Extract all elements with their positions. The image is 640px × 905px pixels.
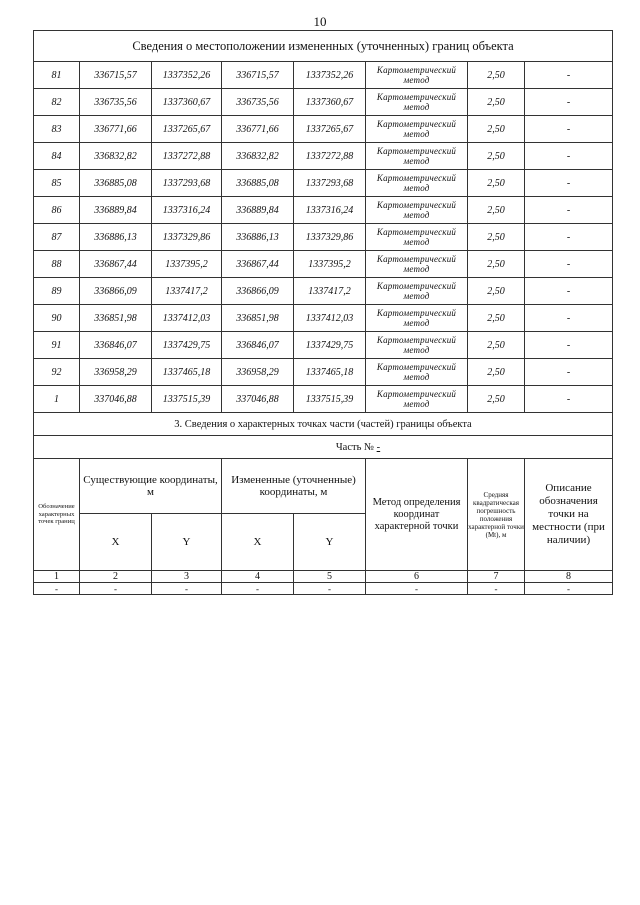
description-cell: - bbox=[525, 89, 613, 116]
point-cell: 87 bbox=[34, 224, 80, 251]
description-cell: - bbox=[525, 197, 613, 224]
empty-cell: - bbox=[525, 583, 613, 595]
page-number: 10 bbox=[313, 14, 327, 29]
table-row bbox=[34, 359, 613, 386]
changed-y-cell: 1337265,67 bbox=[294, 116, 366, 143]
existing-x-cell: 336866,09 bbox=[80, 278, 152, 305]
description-cell: - bbox=[525, 62, 613, 89]
changed-x-cell: 336886,13 bbox=[222, 224, 294, 251]
empty-cell: - bbox=[468, 583, 525, 595]
empty-cell: - bbox=[80, 583, 152, 595]
table-row bbox=[34, 386, 613, 413]
column-number: 8 bbox=[525, 571, 613, 583]
table-row bbox=[34, 143, 613, 170]
column-number: 1 bbox=[34, 571, 80, 583]
changed-y-cell: 1337272,88 bbox=[294, 143, 366, 170]
changed-y-cell: 1337293,68 bbox=[294, 170, 366, 197]
column-number: 5 bbox=[294, 571, 366, 583]
accuracy-cell: 2,50 bbox=[468, 386, 525, 413]
description-cell: - bbox=[525, 332, 613, 359]
column-number: 2 bbox=[80, 571, 152, 583]
accuracy-cell: 2,50 bbox=[468, 224, 525, 251]
changed-y-cell: 1337360,67 bbox=[294, 89, 366, 116]
method-cell: Картометрический метод bbox=[366, 143, 468, 170]
description-cell: - bbox=[525, 386, 613, 413]
description-cell: - bbox=[525, 116, 613, 143]
point-cell: 91 bbox=[34, 332, 80, 359]
part-label: Часть № bbox=[335, 441, 375, 453]
accuracy-cell: 2,50 bbox=[468, 116, 525, 143]
existing-x-cell: 336846,07 bbox=[80, 332, 152, 359]
changed-x-cell: 337046,88 bbox=[222, 386, 294, 413]
table-row bbox=[34, 305, 613, 332]
table-row bbox=[34, 170, 613, 197]
changed-y-cell: 1337395,2 bbox=[294, 251, 366, 278]
header-changed-x: X bbox=[222, 514, 294, 571]
point-cell: 84 bbox=[34, 143, 80, 170]
table-row bbox=[34, 89, 613, 116]
changed-x-cell: 336867,44 bbox=[222, 251, 294, 278]
column-number-row bbox=[34, 571, 613, 583]
accuracy-cell: 2,50 bbox=[468, 305, 525, 332]
header-changed-coords: Измененные (уточненные) координаты, м bbox=[222, 459, 366, 514]
column-number: 6 bbox=[366, 571, 468, 583]
method-cell: Картометрический метод bbox=[366, 197, 468, 224]
changed-y-cell: 1337412,03 bbox=[294, 305, 366, 332]
header-method: Метод определения координат характерной точки bbox=[366, 459, 468, 571]
existing-x-cell: 336735,56 bbox=[80, 89, 152, 116]
accuracy-cell: 2,50 bbox=[468, 62, 525, 89]
table-row bbox=[34, 116, 613, 143]
existing-y-cell: 1337417,2 bbox=[152, 278, 222, 305]
existing-y-cell: 1337352,26 bbox=[152, 62, 222, 89]
accuracy-cell: 2,50 bbox=[468, 278, 525, 305]
changed-y-cell: 1337465,18 bbox=[294, 359, 366, 386]
existing-x-cell: 336715,57 bbox=[80, 62, 152, 89]
existing-x-cell: 336886,13 bbox=[80, 224, 152, 251]
existing-x-cell: 337046,88 bbox=[80, 386, 152, 413]
existing-y-cell: 1337329,86 bbox=[152, 224, 222, 251]
point-cell: 90 bbox=[34, 305, 80, 332]
accuracy-cell: 2,50 bbox=[468, 89, 525, 116]
changed-y-cell: 1337329,86 bbox=[294, 224, 366, 251]
accuracy-cell: 2,50 bbox=[468, 170, 525, 197]
point-cell: 92 bbox=[34, 359, 80, 386]
existing-y-cell: 1337465,18 bbox=[152, 359, 222, 386]
existing-x-cell: 336832,82 bbox=[80, 143, 152, 170]
existing-x-cell: 336867,44 bbox=[80, 251, 152, 278]
method-cell: Картометрический метод bbox=[366, 62, 468, 89]
method-cell: Картометрический метод bbox=[366, 359, 468, 386]
method-cell: Картометрический метод bbox=[366, 89, 468, 116]
existing-y-cell: 1337293,68 bbox=[152, 170, 222, 197]
header-existing-x: X bbox=[80, 514, 152, 571]
method-cell: Картометрический метод bbox=[366, 386, 468, 413]
accuracy-cell: 2,50 bbox=[468, 251, 525, 278]
changed-x-cell: 336885,08 bbox=[222, 170, 294, 197]
description-cell: - bbox=[525, 251, 613, 278]
table-row bbox=[34, 251, 613, 278]
description-cell: - bbox=[525, 359, 613, 386]
empty-part-row bbox=[34, 583, 613, 595]
method-cell: Картометрический метод bbox=[366, 170, 468, 197]
changed-x-cell: 336889,84 bbox=[222, 197, 294, 224]
boundary-coordinates-table bbox=[33, 30, 613, 595]
column-number: 7 bbox=[468, 571, 525, 583]
description-cell: - bbox=[525, 224, 613, 251]
method-cell: Картометрический метод bbox=[366, 305, 468, 332]
method-cell: Картометрический метод bbox=[366, 224, 468, 251]
header-accuracy: Средняя квадратическая погрешность положения характерной точки (Mt), м bbox=[468, 459, 525, 571]
header-changed-y: Y bbox=[294, 514, 366, 571]
empty-cell: - bbox=[366, 583, 468, 595]
changed-x-cell: 336771,66 bbox=[222, 116, 294, 143]
accuracy-cell: 2,50 bbox=[468, 197, 525, 224]
description-cell: - bbox=[525, 170, 613, 197]
description-cell: - bbox=[525, 278, 613, 305]
section3-title: 3. Сведения о характерных точках части (частей) границы объекта bbox=[34, 413, 613, 436]
section-title: Сведения о местоположении измененных (уточненных) границ объекта bbox=[34, 31, 613, 62]
existing-x-cell: 336885,08 bbox=[80, 170, 152, 197]
header-existing-y: Y bbox=[152, 514, 222, 571]
changed-y-cell: 1337352,26 bbox=[294, 62, 366, 89]
method-cell: Картометрический метод bbox=[366, 278, 468, 305]
existing-x-cell: 336771,66 bbox=[80, 116, 152, 143]
accuracy-cell: 2,50 bbox=[468, 143, 525, 170]
description-cell: - bbox=[525, 305, 613, 332]
changed-y-cell: 1337515,39 bbox=[294, 386, 366, 413]
empty-cell: - bbox=[294, 583, 366, 595]
description-cell: - bbox=[525, 143, 613, 170]
changed-x-cell: 336832,82 bbox=[222, 143, 294, 170]
method-cell: Картометрический метод bbox=[366, 332, 468, 359]
changed-y-cell: 1337429,75 bbox=[294, 332, 366, 359]
point-cell: 1 bbox=[34, 386, 80, 413]
column-number: 3 bbox=[152, 571, 222, 583]
part-row bbox=[34, 436, 613, 459]
empty-cell: - bbox=[152, 583, 222, 595]
changed-x-cell: 336866,09 bbox=[222, 278, 294, 305]
existing-y-cell: 1337360,67 bbox=[152, 89, 222, 116]
existing-y-cell: 1337395,2 bbox=[152, 251, 222, 278]
point-cell: 85 bbox=[34, 170, 80, 197]
existing-y-cell: 1337316,24 bbox=[152, 197, 222, 224]
accuracy-cell: 2,50 bbox=[468, 332, 525, 359]
changed-x-cell: 336851,98 bbox=[222, 305, 294, 332]
changed-y-cell: 1337417,2 bbox=[294, 278, 366, 305]
changed-y-cell: 1337316,24 bbox=[294, 197, 366, 224]
table-row bbox=[34, 62, 613, 89]
empty-cell: - bbox=[222, 583, 294, 595]
table-row bbox=[34, 332, 613, 359]
point-cell: 81 bbox=[34, 62, 80, 89]
header-description: Описание обозначения точки на местности (при наличии) bbox=[525, 459, 613, 571]
method-cell: Картометрический метод bbox=[366, 251, 468, 278]
existing-y-cell: 1337265,67 bbox=[152, 116, 222, 143]
existing-y-cell: 1337412,03 bbox=[152, 305, 222, 332]
existing-y-cell: 1337515,39 bbox=[152, 386, 222, 413]
point-cell: 86 bbox=[34, 197, 80, 224]
changed-x-cell: 336846,07 bbox=[222, 332, 294, 359]
accuracy-cell: 2,50 bbox=[468, 359, 525, 386]
part-value: - bbox=[376, 441, 381, 453]
method-cell: Картометрический метод bbox=[366, 116, 468, 143]
table-row bbox=[34, 278, 613, 305]
existing-y-cell: 1337429,75 bbox=[152, 332, 222, 359]
point-cell: 83 bbox=[34, 116, 80, 143]
header-existing-coords: Существующие координаты, м bbox=[80, 459, 222, 514]
existing-x-cell: 336958,29 bbox=[80, 359, 152, 386]
header-point-designation: Обозначение характерных точек границ bbox=[34, 459, 80, 571]
changed-x-cell: 336735,56 bbox=[222, 89, 294, 116]
column-number: 4 bbox=[222, 571, 294, 583]
table-row bbox=[34, 197, 613, 224]
existing-x-cell: 336889,84 bbox=[80, 197, 152, 224]
table-row bbox=[34, 224, 613, 251]
empty-cell: - bbox=[34, 583, 80, 595]
existing-y-cell: 1337272,88 bbox=[152, 143, 222, 170]
point-cell: 88 bbox=[34, 251, 80, 278]
changed-x-cell: 336715,57 bbox=[222, 62, 294, 89]
point-cell: 89 bbox=[34, 278, 80, 305]
changed-x-cell: 336958,29 bbox=[222, 359, 294, 386]
existing-x-cell: 336851,98 bbox=[80, 305, 152, 332]
point-cell: 82 bbox=[34, 89, 80, 116]
